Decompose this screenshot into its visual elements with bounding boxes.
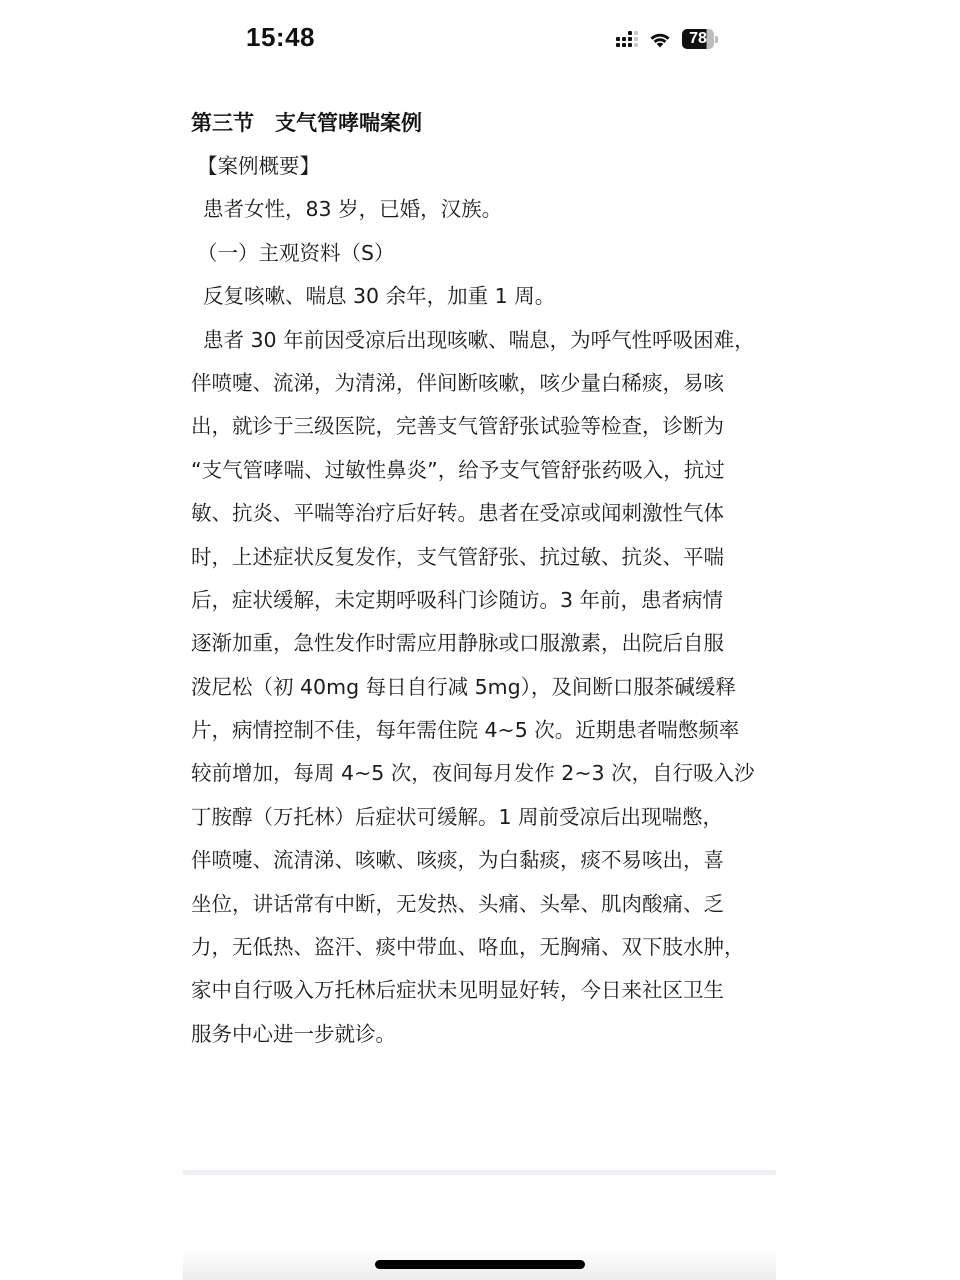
history-line: 逐渐加重，急性发作时需应用静脉或口服激素，出院后自服 <box>191 631 724 656</box>
battery-icon <box>682 29 718 49</box>
case-summary-heading: 【案例概要】 <box>197 154 320 178</box>
history-line: 伴喷嚏、流清涕、咳嗽、咳痰，为白黏痰，痰不易咳出，喜 <box>191 848 724 873</box>
page-divider <box>183 1170 776 1175</box>
battery-level: 78 <box>682 29 714 49</box>
history-line: 泼尼松（初 40mg 每日自行减 5mg），及间断口服茶碱缓释 <box>191 674 736 699</box>
history-line: “支气管哮喘、过敏性鼻炎”，给予支气管舒张药吸入，抗过 <box>191 457 725 482</box>
home-indicator[interactable] <box>375 1260 585 1269</box>
document-page <box>191 102 771 1056</box>
history-line: 后，症状缓解，未定期呼吸科门诊随访。3 年前，患者病情 <box>191 587 724 612</box>
history-line: 较前增加，每周 4~5 次，夜间每月发作 2~3 次，自行吸入沙 <box>191 761 755 786</box>
patient-info: 患者女性，83 岁，已婚，汉族。 <box>203 197 503 222</box>
history-line: 服务中心进一步就诊。 <box>191 1021 396 1046</box>
history-line: 出，就诊于三级医院，完善支气管舒张试验等检查，诊断为 <box>191 414 724 439</box>
chief-complaint: 反复咳嗽、喘息 30 余年，加重 1 周。 <box>203 284 556 309</box>
subjective-data-heading: （一）主观资料（S） <box>197 240 395 265</box>
history-line: 家中自行吸入万托林后症状未见明显好转，今日来社区卫生 <box>191 978 724 1003</box>
history-line: 片，病情控制不佳，每年需住院 4~5 次。近期患者喘憋频率 <box>191 718 740 743</box>
history-line: 丁胺醇（万托林）后症状可缓解。1 周前受凉后出现喘憋， <box>191 804 724 829</box>
history-line: 敏、抗炎、平喘等治疗后好转。患者在受凉或闻刺激性气体 <box>191 501 724 526</box>
history-line: 力，无低热、盗汗、痰中带血、咯血，无胸痛、双下肢水肿， <box>191 935 745 960</box>
history-line: 患者 30 年前因受凉后出现咳嗽、喘息，为呼气性呼吸困难， <box>203 327 755 352</box>
signal-icon <box>616 31 638 47</box>
status-icons <box>616 27 718 51</box>
history-paragraph <box>191 319 771 1057</box>
status-time: 15:48 <box>246 22 315 52</box>
history-line: 坐位，讲话常有中断，无发热、头痛、头晕、肌肉酸痛、乏 <box>191 891 724 916</box>
history-line: 伴喷嚏、流涕，为清涕，伴间断咳嗽，咳少量白稀痰，易咳 <box>191 370 724 395</box>
wifi-icon <box>648 30 672 48</box>
history-line: 时，上述症状反复发作，支气管舒张、抗过敏、抗炎、平喘 <box>191 544 724 569</box>
section-title: 第三节 支气管哮喘案例 <box>191 111 422 135</box>
battery-tip <box>715 36 718 43</box>
status-bar <box>0 0 960 80</box>
